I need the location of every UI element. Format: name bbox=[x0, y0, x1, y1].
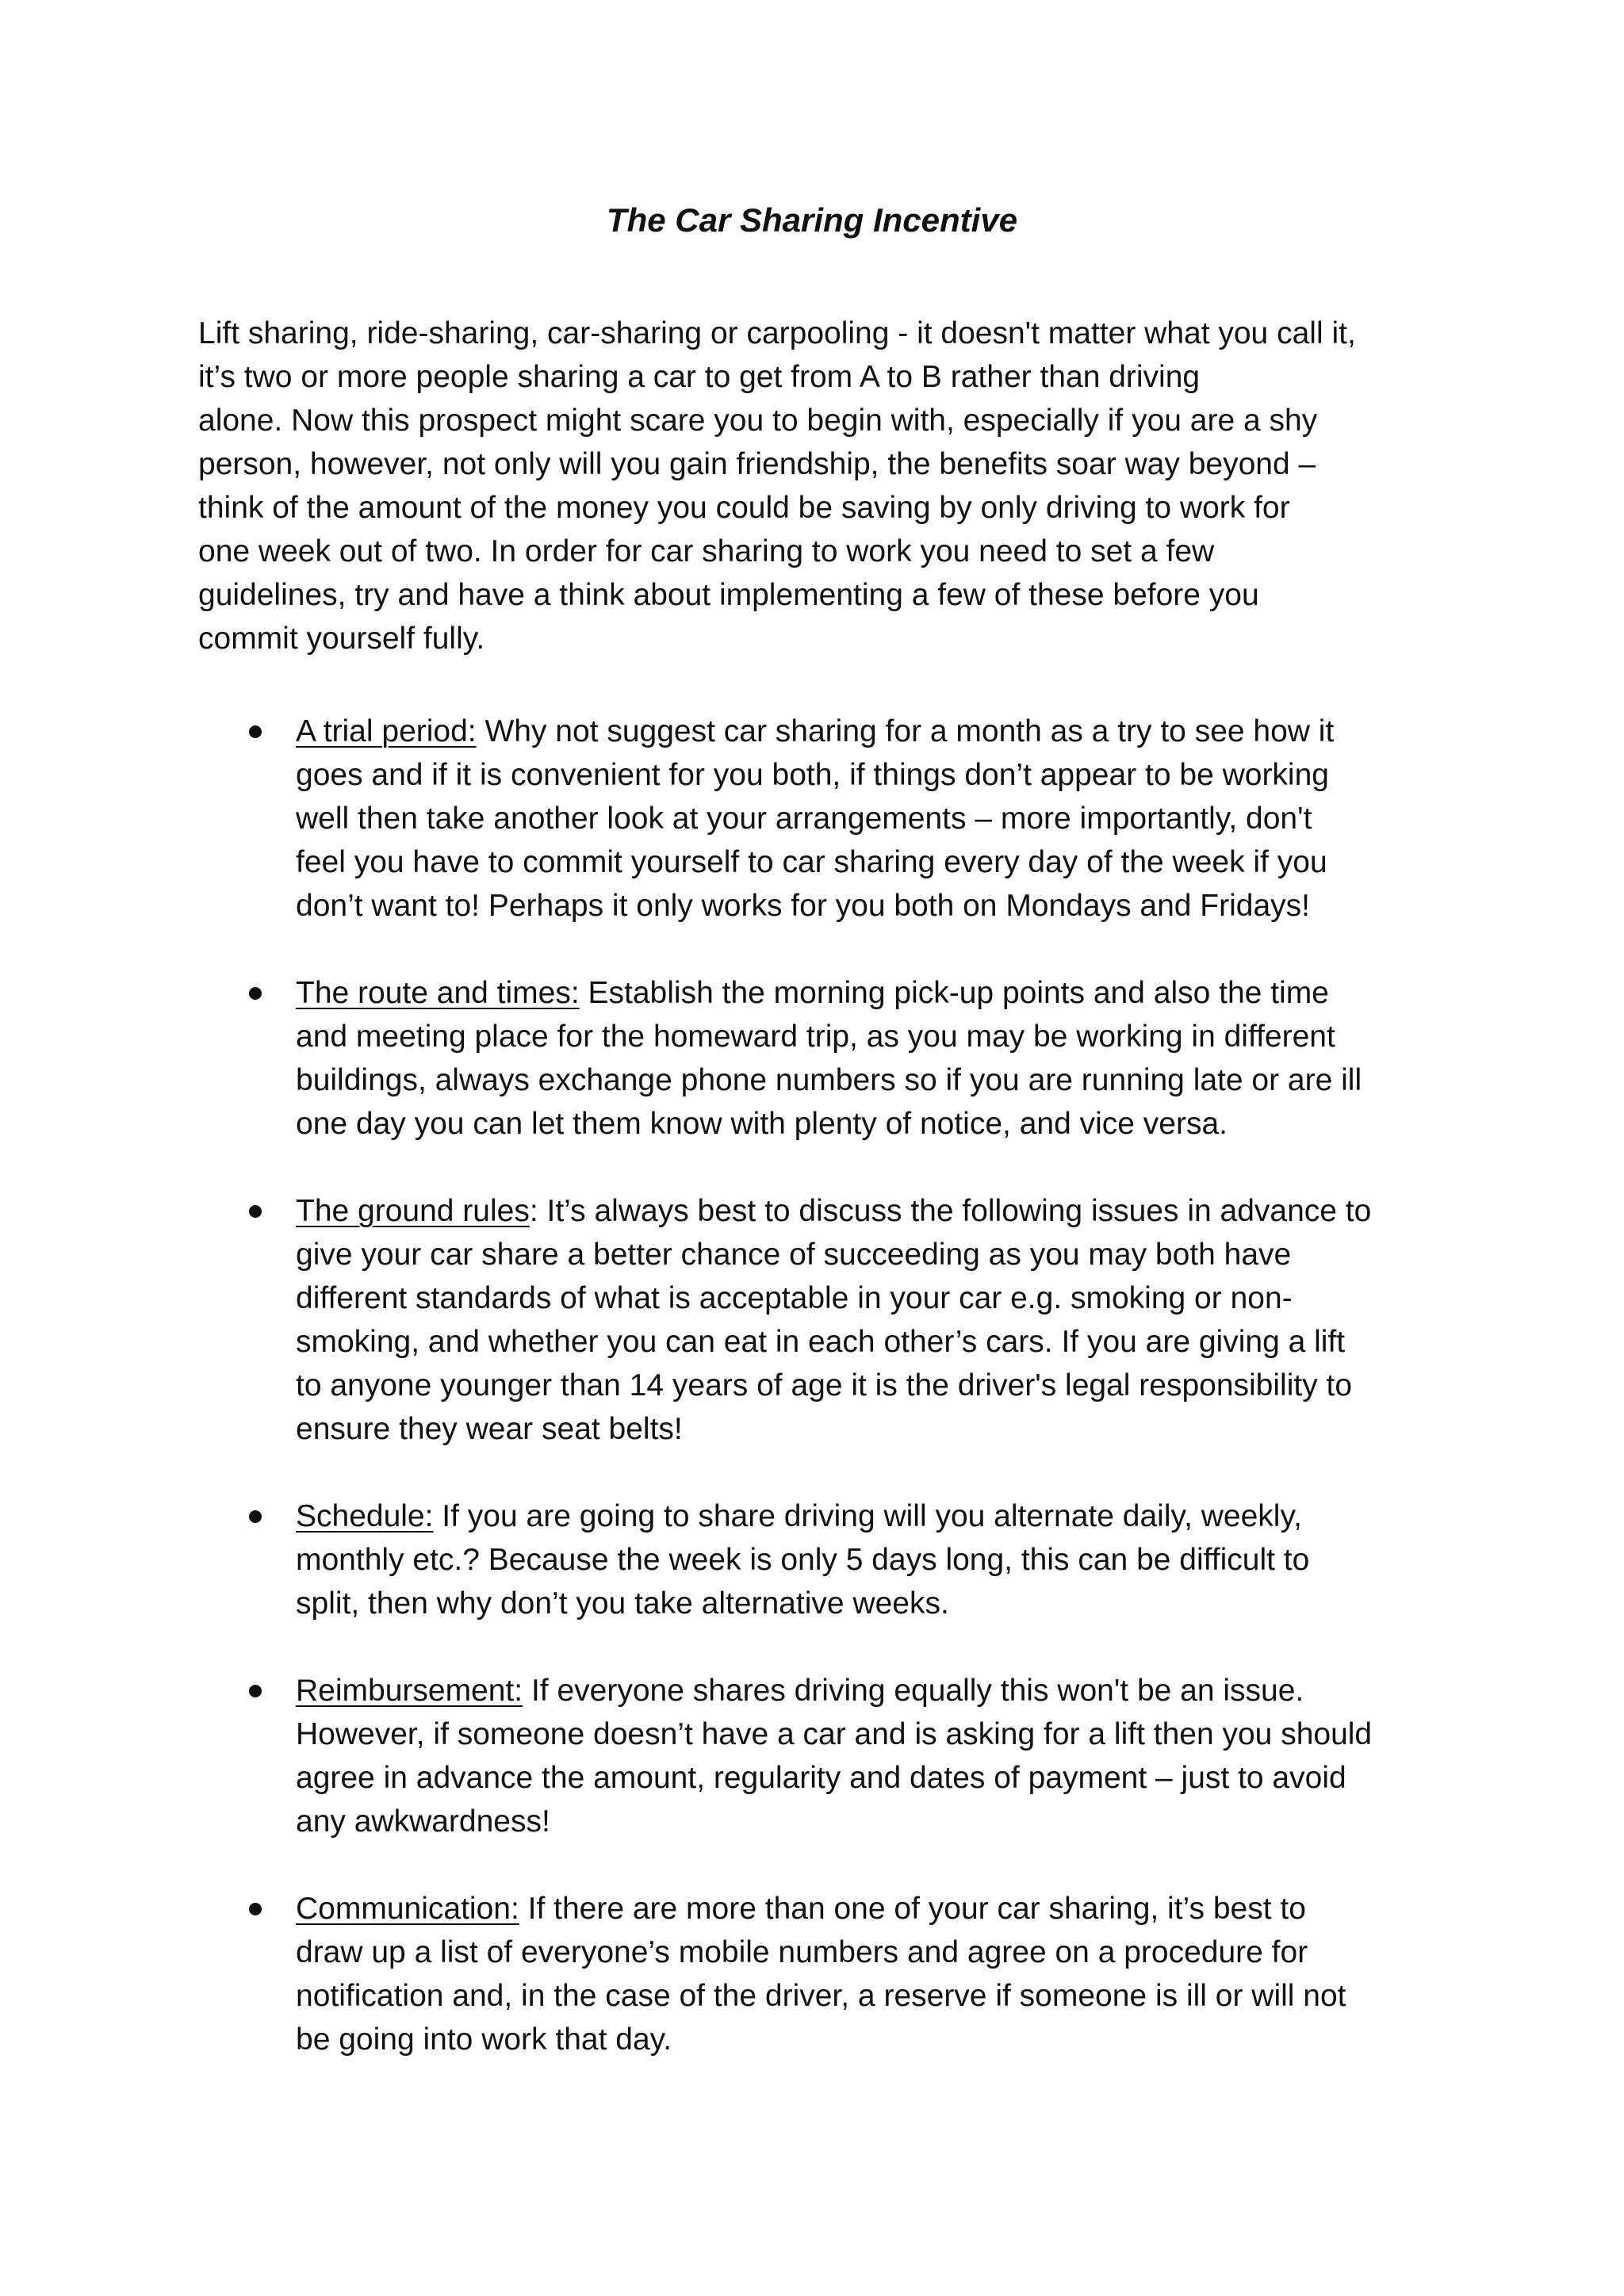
guideline-heading: Schedule: bbox=[296, 1499, 434, 1533]
guideline-line: agree in advance the amount, regularity and dates of payment – just to avoid bbox=[296, 1761, 1346, 1795]
guideline-ground-rules bbox=[0, 1189, 1469, 1451]
guideline-line: goes and if it is convenient for you both, if things don’t appear to be working bbox=[296, 758, 1329, 792]
intro-line: commit yourself fully. bbox=[198, 622, 485, 656]
guideline-text: Establish the morning pick-up points and also the time bbox=[579, 976, 1329, 1010]
guideline-text: Why not suggest car sharing for a month as a try to see how it bbox=[476, 714, 1335, 748]
guideline-heading: Reimbursement: bbox=[296, 1674, 523, 1708]
guideline-line: to anyone younger than 14 years of age it is the driver's legal responsibility to bbox=[296, 1368, 1353, 1402]
guideline-route-and-times bbox=[0, 971, 1469, 1146]
intro-paragraph bbox=[198, 312, 1451, 660]
intro-line: guidelines, try and have a think about implementing a few of these before you bbox=[198, 578, 1259, 612]
guideline-line: buildings, always exchange phone numbers so if you are running late or are ill bbox=[296, 1063, 1362, 1097]
document-title: The Car Sharing Incentive bbox=[606, 201, 1018, 239]
guideline-text: If everyone shares driving equally this won't be an issue. bbox=[523, 1674, 1304, 1708]
guideline-line: However, if someone doesn’t have a car and is asking for a lift then you should bbox=[296, 1717, 1373, 1751]
guideline-heading: A trial period: bbox=[296, 714, 477, 748]
bullet-icon bbox=[249, 725, 262, 738]
guideline-line: don’t want to! Perhaps it only works for you both on Mondays and Fridays! bbox=[296, 889, 1311, 923]
guideline-text: : It’s always best to discuss the following issues in advance to bbox=[529, 1194, 1372, 1228]
guideline-line: different standards of what is acceptable in your car e.g. smoking or non- bbox=[296, 1281, 1293, 1315]
guideline-first-line bbox=[296, 710, 1469, 753]
intro-line: person, however, not only will you gain friendship, the benefits soar way beyond – bbox=[198, 447, 1316, 481]
bullet-icon bbox=[249, 1903, 262, 1915]
guideline-communication bbox=[0, 1887, 1469, 2061]
guideline-line: one day you can let them know with plenty of notice, and vice versa. bbox=[296, 1107, 1228, 1141]
guideline-text: If you are going to share driving will you alternate daily, weekly, bbox=[433, 1499, 1302, 1533]
guideline-first-line bbox=[296, 971, 1469, 1015]
guideline-schedule bbox=[0, 1494, 1469, 1625]
guideline-line: feel you have to commit yourself to car sharing every day of the week if you bbox=[296, 845, 1327, 879]
guideline-first-line bbox=[296, 1669, 1469, 1712]
guideline-line: draw up a list of everyone’s mobile numbers and agree on a procedure for bbox=[296, 1935, 1308, 1969]
guideline-heading: The route and times: bbox=[296, 976, 580, 1010]
guideline-heading: The ground rules bbox=[296, 1194, 530, 1228]
guidelines-list bbox=[0, 710, 1624, 2105]
guideline-line: give your car share a better chance of succeeding as you may both have bbox=[296, 1238, 1292, 1272]
guideline-reimbursement bbox=[0, 1669, 1469, 1843]
bullet-icon bbox=[249, 1510, 262, 1523]
intro-line: one week out of two. In order for car sharing to work you need to set a few bbox=[198, 534, 1215, 568]
guideline-line: and meeting place for the homeward trip, as you may be working in different bbox=[296, 1020, 1335, 1054]
guideline-line: any awkwardness! bbox=[296, 1804, 550, 1839]
intro-line: alone. Now this prospect might scare you to begin with, especially if you are a shy bbox=[198, 404, 1318, 438]
guideline-line: monthly etc.? Because the week is only 5 days long, this can be difficult to bbox=[296, 1543, 1310, 1577]
bullet-icon bbox=[249, 987, 262, 1000]
guideline-first-line bbox=[296, 1494, 1469, 1538]
intro-line: it’s two or more people sharing a car to get from A to B rather than driving bbox=[198, 360, 1201, 394]
guideline-line: split, then why don’t you take alternative weeks. bbox=[296, 1586, 949, 1621]
guideline-line: smoking, and whether you can eat in each other’s cars. If you are giving a lift bbox=[296, 1325, 1346, 1359]
guideline-heading: Communication: bbox=[296, 1892, 519, 1926]
guideline-line: well then take another look at your arrangements – more importantly, don't bbox=[296, 802, 1312, 836]
guideline-first-line bbox=[296, 1189, 1469, 1233]
guideline-line: be going into work that day. bbox=[296, 2022, 672, 2057]
intro-line: think of the amount of the money you could be saving by only driving to work for bbox=[198, 491, 1290, 525]
guideline-trial-period bbox=[0, 710, 1469, 928]
guideline-line: ensure they wear seat belts! bbox=[296, 1412, 683, 1446]
bullet-icon bbox=[249, 1205, 262, 1218]
guideline-line: notification and, in the case of the driver, a reserve if someone is ill or will not bbox=[296, 1979, 1346, 2013]
guideline-first-line bbox=[296, 1887, 1469, 1931]
bullet-icon bbox=[249, 1685, 262, 1697]
intro-line: Lift sharing, ride-sharing, car-sharing or carpooling - it doesn't matter what you call it, bbox=[198, 316, 1356, 350]
guideline-text: If there are more than one of your car sharing, it’s best to bbox=[519, 1892, 1306, 1926]
